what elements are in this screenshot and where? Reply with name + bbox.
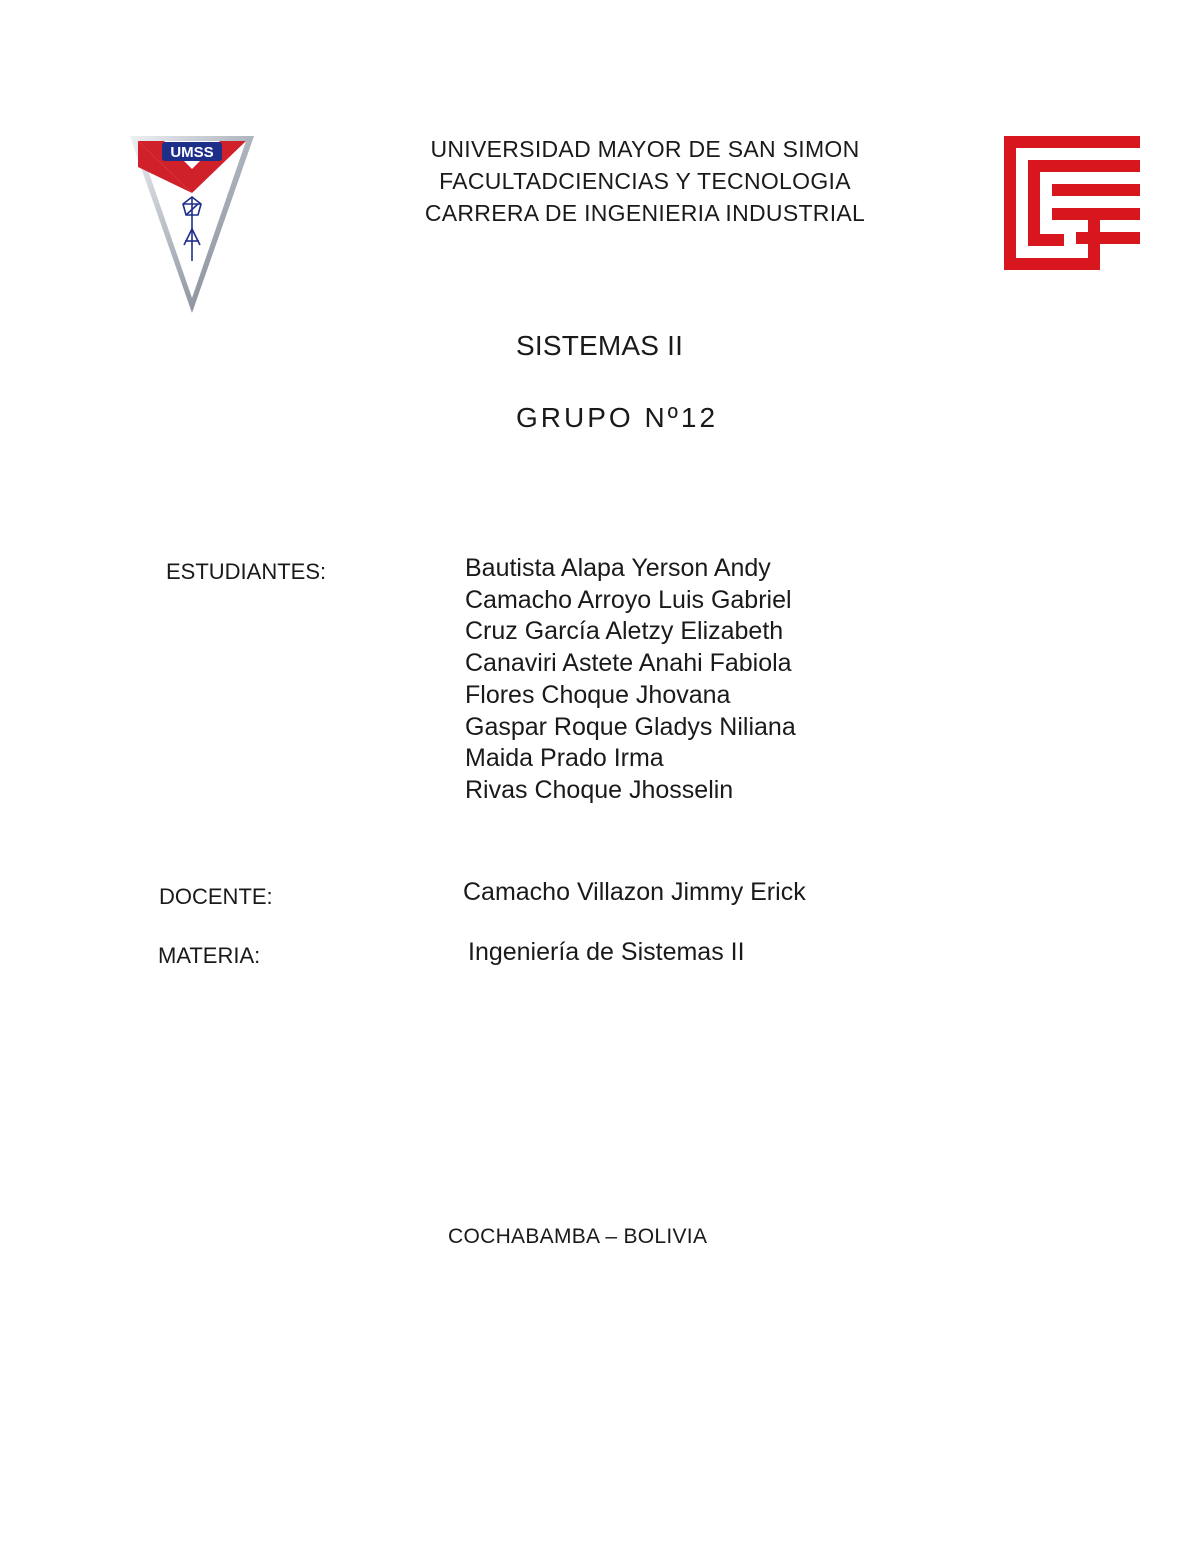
list-item: Maida Prado Irma [465, 744, 664, 773]
group-title: GRUPO Nº12 [516, 402, 719, 433]
list-item: Cruz García Aletzy Elizabeth [465, 617, 784, 646]
subject-title: SISTEMAS II [516, 330, 684, 361]
career-name: CARRERA DE INGENIERIA INDUSTRIAL [424, 200, 866, 226]
teacher-label: DOCENTE: [159, 884, 273, 909]
university-name: UNIVERSIDAD MAYOR DE SAN SIMON [430, 136, 860, 162]
list-item: Rivas Choque Jhosselin [465, 775, 734, 804]
list-item: Flores Choque Jhovana [465, 680, 731, 709]
list-item: Bautista Alapa Yerson Andy [465, 554, 771, 582]
students-list [465, 553, 796, 807]
students-label: ESTUDIANTES: [166, 559, 327, 584]
course-label: MATERIA: [158, 943, 261, 968]
svg-text:UMSS: UMSS [170, 144, 214, 161]
institution-header [345, 133, 945, 229]
list-item: Gaspar Roque Gladys Niliana [465, 712, 796, 741]
course-name: Ingeniería de Sistemas II [468, 938, 745, 966]
location: COCHABAMBA – BOLIVIA [448, 1225, 708, 1248]
umss-logo-icon [128, 133, 256, 315]
teacher-name: Camacho Villazon Jimmy Erick [463, 878, 806, 906]
fcyt-logo-icon [1004, 136, 1140, 270]
faculty-name: FACULTADCIENCIAS Y TECNOLOGIA [439, 168, 851, 194]
list-item: Camacho Arroyo Luis Gabriel [465, 585, 792, 614]
list-item: Canaviri Astete Anahi Fabiola [465, 649, 792, 678]
